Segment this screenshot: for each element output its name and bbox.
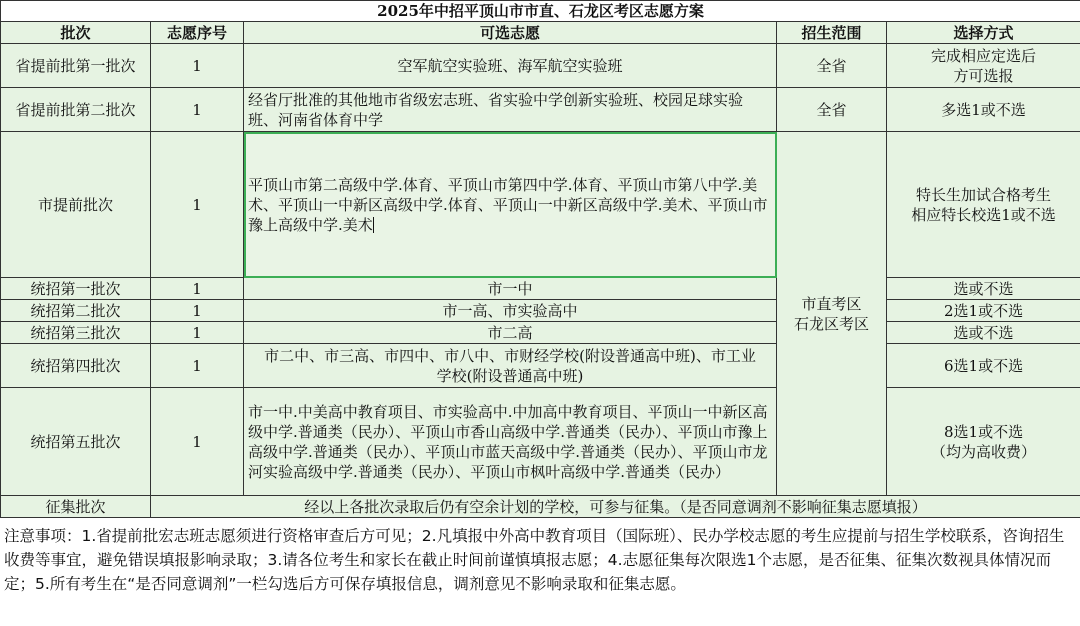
- notes-paragraph: 注意事项：1.省提前批宏志班志愿须进行资格审查后方可见；2.凡填报中外高中教育项目（国际班）、民办学校志愿的考生应提前与招生学校联系，咨询招生收费等事宜，避免错误填报影响录取；3.请各位考生和家长在截止时间前谨慎填报志愿；4.志愿征集每次限选1个志愿，是否征集、征集次数视具体情况而定；5.所有考生在“是否同意调剂”一栏勾选后方可保存填报信息，调剂意见不影响录取和征集志愿。: [4, 527, 1065, 593]
- table-row: [1, 278, 1080, 300]
- table-row: [1, 132, 1080, 278]
- seq-cell[interactable]: 1: [151, 88, 244, 132]
- options-cell[interactable]: 市二中、市三高、市四中、市八中、市财经学校(附设普通高中班)、市工业学校(附设普通高中班): [244, 344, 777, 388]
- batch-cell[interactable]: 统招第三批次: [1, 322, 151, 344]
- options-text: 平顶山市第二高级中学.体育、平顶山市第四中学.体育、平顶山市第八中学.美术、平顶山一中新区高级中学.体育、平顶山一中新区高级中学.美术、平顶山市豫上高级中学.美术: [248, 175, 768, 234]
- seq-cell[interactable]: 1: [151, 344, 244, 388]
- options-cell[interactable]: 市一中.中美高中教育项目、市实验高中.中加高中教育项目、平顶山一中新区高级中学.普通类（民办）、平顶山市香山高级中学.普通类（民办）、平顶山市豫上高级中学.普通类（民办）、平顶山市蓝天高级中学.普通类（民办）、平顶山市龙河实验高级中学.普通类（民办）、平顶山市枫叶高级中学.普通类（民办）: [244, 388, 777, 496]
- scope-cell-shared[interactable]: 市直考区 石龙区考区: [777, 132, 887, 496]
- options-cell[interactable]: 空军航空实验班、海军航空实验班: [244, 44, 777, 88]
- batch-cell[interactable]: 统招第二批次: [1, 300, 151, 322]
- header-options: 可选志愿: [244, 22, 777, 44]
- seq-cell[interactable]: 1: [151, 132, 244, 278]
- header-method: 选择方式: [887, 22, 1080, 44]
- method-cell[interactable]: 2选1或不选: [887, 300, 1080, 322]
- method-cell[interactable]: 8选1或不选 （均为高收费）: [887, 388, 1080, 496]
- seq-cell[interactable]: 1: [151, 322, 244, 344]
- batch-cell[interactable]: 统招第五批次: [1, 388, 151, 496]
- table-row: [1, 344, 1080, 388]
- options-cell[interactable]: 市一中: [244, 278, 777, 300]
- seq-cell[interactable]: 1: [151, 300, 244, 322]
- method-cell[interactable]: 完成相应定选后 方可选报: [887, 44, 1080, 88]
- table-row: [1, 44, 1080, 88]
- table-row: [1, 300, 1080, 322]
- method-cell[interactable]: 多选1或不选: [887, 88, 1080, 132]
- table-row: [1, 322, 1080, 344]
- seq-cell[interactable]: 1: [151, 278, 244, 300]
- batch-cell[interactable]: 统招第四批次: [1, 344, 151, 388]
- scope-cell[interactable]: 全省: [777, 44, 887, 88]
- batch-cell[interactable]: 市提前批次: [1, 132, 151, 278]
- header-batch: 批次: [1, 22, 151, 44]
- method-cell[interactable]: 选或不选: [887, 322, 1080, 344]
- options-cell[interactable]: 市二高: [244, 322, 777, 344]
- header-scope: 招生范围: [777, 22, 887, 44]
- header-row: [1, 22, 1080, 44]
- collect-row: [1, 496, 1080, 518]
- batch-cell[interactable]: 征集批次: [1, 496, 151, 518]
- method-cell[interactable]: 特长生加试合格考生 相应特长校选1或不选: [887, 132, 1080, 278]
- batch-cell[interactable]: 省提前批第二批次: [1, 88, 151, 132]
- scope-cell[interactable]: 全省: [777, 88, 887, 132]
- table-row: [1, 388, 1080, 496]
- seq-cell[interactable]: 1: [151, 44, 244, 88]
- collect-text-cell[interactable]: 经以上各批次录取后仍有空余计划的学校，可参与征集。（是否同意调剂不影响征集志愿填报）: [151, 496, 1080, 518]
- seq-cell[interactable]: 1: [151, 388, 244, 496]
- header-seq: 志愿序号: [151, 22, 244, 44]
- method-cell[interactable]: 选或不选: [887, 278, 1080, 300]
- table-row: [1, 88, 1080, 132]
- method-cell[interactable]: 6选1或不选: [887, 344, 1080, 388]
- options-cell[interactable]: 经省厅批准的其他地市省级宏志班、省实验中学创新实验班、校园足球实验班、河南省体育中学: [244, 88, 777, 132]
- page-title: 2025年中招平顶山市市直、石龙区考区志愿方案: [1, 1, 1080, 22]
- batch-cell[interactable]: 统招第一批次: [1, 278, 151, 300]
- options-cell[interactable]: 市一高、市实验高中: [244, 300, 777, 322]
- text-cursor: [373, 217, 374, 233]
- title-row: [1, 1, 1080, 22]
- options-cell-active[interactable]: [244, 132, 777, 278]
- batch-cell[interactable]: 省提前批第一批次: [1, 44, 151, 88]
